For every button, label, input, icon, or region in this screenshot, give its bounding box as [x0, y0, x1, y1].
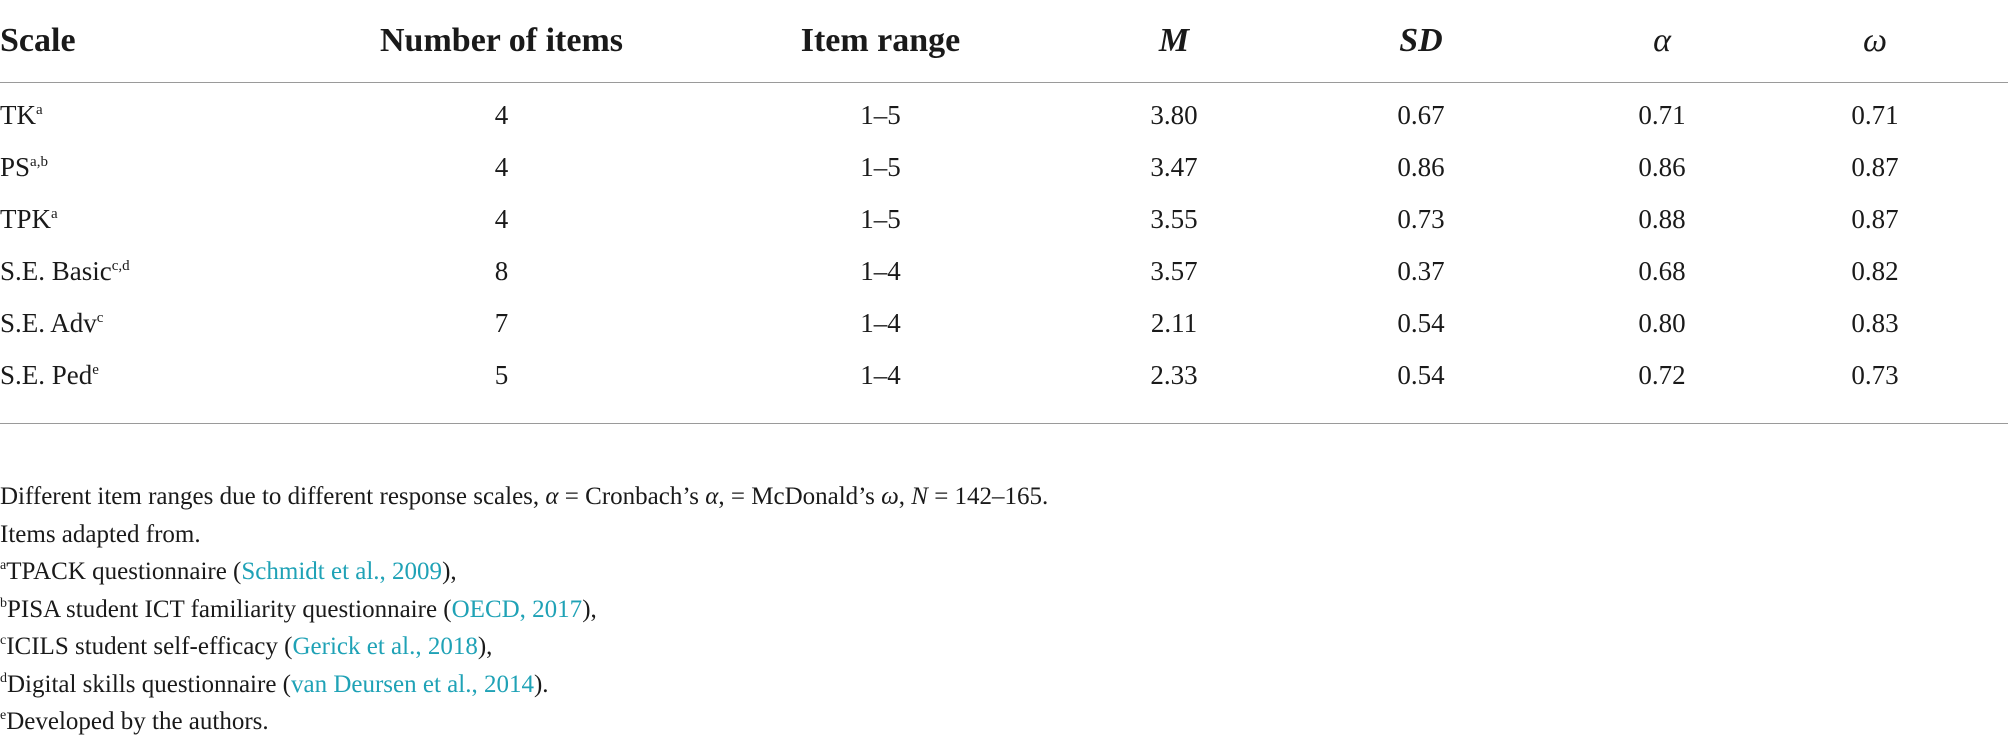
summary-text: , — [898, 483, 912, 510]
cell-alpha: 0.68 — [1638, 255, 1686, 286]
footnote-marker: c — [0, 633, 7, 648]
cell-alpha: 0.88 — [1638, 203, 1686, 234]
footnote-marker: c,d — [111, 257, 130, 274]
cell-omega: 0.83 — [1851, 307, 1899, 338]
cell-items: 4 — [494, 151, 509, 182]
scale-name: TPK — [0, 203, 52, 234]
footnote-marker: a — [36, 101, 43, 118]
footnote-marker: a,b — [30, 153, 48, 170]
footnote-source — [0, 553, 2008, 591]
scale-name: S.E. Ped — [0, 359, 93, 390]
source-text: ). — [533, 670, 549, 698]
alpha-symbol: α — [705, 483, 719, 510]
cell-scale — [0, 193, 330, 245]
cell-omega: 0.82 — [1851, 255, 1899, 286]
cell-items: 5 — [330, 349, 673, 424]
table-row — [0, 193, 2008, 245]
table-footnotes — [0, 478, 2008, 741]
table-row — [0, 245, 2008, 297]
cell-alpha: 0.71 — [1638, 99, 1686, 130]
citation-link[interactable]: OECD, 2017 — [451, 595, 583, 623]
cell-scale — [0, 83, 330, 142]
footnote-adapted: Items adapted from. — [0, 520, 201, 548]
header-omega: ω — [1742, 0, 2008, 83]
header-scale: Scale — [0, 0, 330, 83]
footnote-summary — [0, 478, 2008, 516]
cell-range: 1–5 — [860, 151, 901, 182]
footnote-source — [0, 666, 2008, 704]
source-text: Developed by the authors. — [6, 708, 269, 735]
footnote-source — [0, 703, 2008, 741]
cell-mean: 3.57 — [1150, 255, 1198, 286]
cell-mean: 2.11 — [1150, 307, 1198, 338]
table-row — [0, 83, 2008, 142]
source-text: ), — [582, 595, 597, 623]
cell-omega: 0.87 — [1851, 151, 1899, 182]
cell-alpha: 0.80 — [1638, 307, 1686, 338]
table-row — [0, 297, 2008, 349]
cell-omega: 0.71 — [1851, 99, 1899, 130]
summary-text: = Cronbach’s — [558, 483, 706, 510]
scale-name: TK — [0, 99, 36, 130]
cell-scale — [0, 245, 330, 297]
cell-mean: 3.80 — [1150, 99, 1198, 130]
footnote-marker: c — [96, 309, 104, 326]
n-symbol: N — [911, 483, 928, 510]
citation-link[interactable]: van Deursen et al., 2014 — [290, 670, 534, 698]
cell-range: 1–5 — [860, 203, 901, 234]
header-alpha: α — [1582, 0, 1742, 83]
cell-sd: 0.37 — [1397, 255, 1445, 286]
source-text: Digital skills questionnaire ( — [7, 670, 291, 698]
footnote-source — [0, 591, 2008, 629]
alpha-symbol: α — [545, 483, 559, 510]
scale-name: S.E. Basic — [0, 255, 112, 286]
table-row — [0, 141, 2008, 193]
cell-sd: 0.54 — [1397, 307, 1445, 338]
cell-items: 4 — [494, 203, 509, 234]
source-text: PISA student ICT familiarity questionnaire ( — [7, 595, 452, 623]
citation-link[interactable]: Gerick et al., 2018 — [292, 633, 478, 660]
source-text: ), — [442, 558, 457, 585]
cell-range: 1–4 — [860, 307, 901, 338]
omega-symbol: ω — [881, 483, 899, 510]
cell-mean: 3.47 — [1150, 151, 1198, 182]
cell-items: 8 — [494, 255, 509, 286]
header-sd: SD — [1260, 0, 1582, 83]
cell-scale — [0, 141, 330, 193]
header-item-range: Item range — [673, 0, 1088, 83]
summary-text: = 142–165. — [927, 483, 1049, 510]
footnote-marker: a — [51, 205, 58, 222]
cell-sd: 0.86 — [1397, 151, 1445, 182]
footnote-marker: e — [0, 708, 7, 723]
source-text: TPACK questionnaire ( — [6, 558, 242, 585]
cell-omega: 0.87 — [1851, 203, 1899, 234]
summary-text: Different item ranges due to different response scales, — [0, 483, 546, 510]
cell-scale — [0, 297, 330, 349]
cell-omega: 0.73 — [1742, 349, 2008, 424]
source-text: ICILS student self-efficacy ( — [6, 633, 293, 660]
citation-link[interactable]: Schmidt et al., 2009 — [241, 558, 443, 585]
cell-sd: 0.67 — [1397, 99, 1445, 130]
footnote-marker: a — [0, 558, 7, 573]
cell-range: 1–4 — [673, 349, 1088, 424]
cell-range: 1–5 — [860, 99, 901, 130]
cell-scale — [0, 349, 330, 424]
source-text: ), — [477, 633, 493, 660]
footnote-marker: e — [92, 361, 99, 378]
summary-text: , = McDonald’s — [718, 483, 882, 510]
table-row — [0, 349, 2008, 424]
scale-name: S.E. Adv — [0, 307, 97, 338]
cell-alpha: 0.72 — [1582, 349, 1742, 424]
scale-name: PS — [0, 151, 31, 182]
table-header-row — [0, 0, 2008, 83]
footnote-marker: b — [0, 595, 7, 611]
footnote-marker: d — [0, 670, 7, 686]
header-mean: M — [1088, 0, 1260, 83]
cell-sd: 0.54 — [1260, 349, 1582, 424]
cell-alpha: 0.86 — [1638, 151, 1686, 182]
cell-mean: 2.33 — [1088, 349, 1260, 424]
cell-items: 4 — [494, 99, 509, 130]
cell-items: 7 — [494, 307, 509, 338]
cell-sd: 0.73 — [1397, 203, 1445, 234]
footnote-source — [0, 628, 2008, 666]
cell-range: 1–4 — [860, 255, 901, 286]
cell-mean: 3.55 — [1150, 203, 1198, 234]
header-number-of-items: Number of items — [330, 0, 673, 83]
